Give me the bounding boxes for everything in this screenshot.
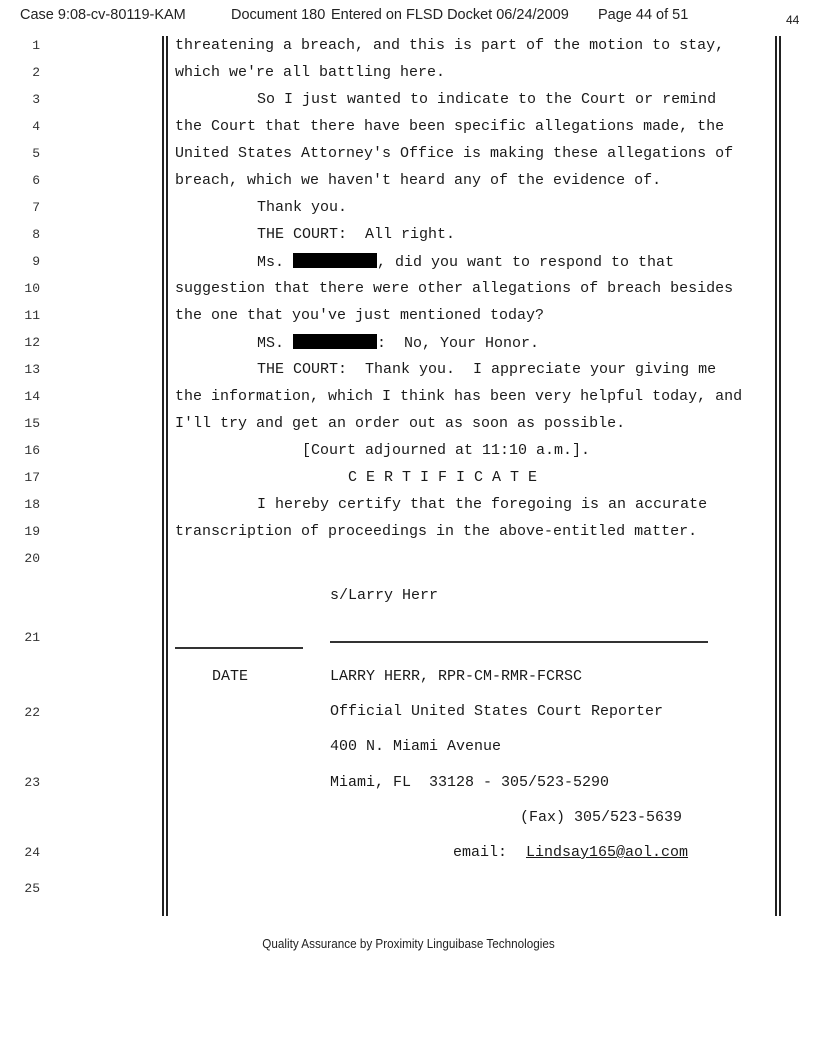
- line-number: 2: [32, 65, 40, 80]
- date-label: DATE: [212, 668, 249, 685]
- date-signature-line: [175, 647, 303, 649]
- page-number: 44: [786, 13, 800, 27]
- docket-entry: Entered on FLSD Docket 06/24/2009: [331, 7, 569, 23]
- line-number: 17: [24, 470, 40, 485]
- line-number: 16: [24, 443, 40, 458]
- right-margin-rule: [779, 36, 781, 916]
- transcript-line: [257, 253, 674, 271]
- line-number: 9: [32, 254, 40, 269]
- line-number: 20: [24, 551, 40, 566]
- speaker-prefix: Ms.: [257, 254, 294, 271]
- transcript-line: THE COURT: All right.: [257, 226, 456, 243]
- reporter-city-phone: Miami, FL 33128 - 305/523-5290: [330, 774, 610, 791]
- signature: s/Larry Herr: [330, 587, 439, 604]
- line-number: 1: [32, 38, 40, 53]
- reporter-address: 400 N. Miami Avenue: [330, 738, 502, 755]
- transcript-line: [257, 334, 539, 352]
- line-number: 11: [24, 308, 40, 323]
- transcript-line: [Court adjourned at 11:10 a.m.].: [302, 442, 591, 459]
- line-number: 22: [24, 705, 40, 720]
- transcript-line: which we're all battling here.: [175, 64, 446, 81]
- line-number: 21: [24, 630, 40, 645]
- transcript-line: breach, which we haven't heard any of the evidence of.: [175, 172, 662, 189]
- transcript-line: I hereby certify that the foregoing is an accurate: [257, 496, 708, 513]
- line-number: 13: [24, 362, 40, 377]
- left-margin-rule: [162, 36, 164, 916]
- line-number: 8: [32, 227, 40, 242]
- line-text: : No, Your Honor.: [377, 335, 540, 352]
- line-number: 25: [24, 881, 40, 896]
- line-number: 6: [32, 173, 40, 188]
- line-number: 4: [32, 119, 40, 134]
- redaction-box: [293, 334, 377, 349]
- transcript-line: THE COURT: Thank you. I appreciate your giving me: [257, 361, 717, 378]
- page-of: Page 44 of 51: [598, 7, 689, 23]
- email-label: email:: [453, 844, 508, 861]
- transcript-line: I'll try and get an order out as soon as possible.: [175, 415, 626, 432]
- certificate-heading: C E R T I F I C A T E: [348, 469, 538, 486]
- line-number: 15: [24, 416, 40, 431]
- footer-note: Quality Assurance by Proximity Linguibase Technologies: [262, 936, 555, 951]
- line-number: 19: [24, 524, 40, 539]
- line-number: 5: [32, 146, 40, 161]
- line-text: , did you want to respond to that: [377, 254, 675, 271]
- transcript-line: Thank you.: [257, 199, 348, 216]
- document-number: Document 180: [231, 7, 326, 23]
- left-margin-rule: [166, 36, 168, 916]
- line-number: 18: [24, 497, 40, 512]
- line-number: 23: [24, 775, 40, 790]
- transcript-line: transcription of proceedings in the above-entitled matter.: [175, 523, 698, 540]
- case-number: Case 9:08-cv-80119-KAM: [20, 7, 186, 23]
- reporter-signature-line: [330, 641, 708, 643]
- line-number: 12: [24, 335, 40, 350]
- line-number: 14: [24, 389, 40, 404]
- speaker-prefix: MS.: [257, 335, 294, 352]
- email-link[interactable]: Lindsay165@aol.com: [526, 844, 689, 861]
- reporter-title: Official United States Court Reporter: [330, 703, 664, 720]
- line-number: 24: [24, 845, 40, 860]
- transcript-line: suggestion that there were other allegations of breach besides: [175, 280, 734, 297]
- redaction-box: [293, 253, 377, 268]
- transcript-line: So I just wanted to indicate to the Court or remind: [257, 91, 717, 108]
- transcript-line: the information, which I think has been very helpful today, and: [175, 388, 743, 405]
- transcript-line: the one that you've just mentioned today?: [175, 307, 545, 324]
- transcript-line: United States Attorney's Office is making these allegations of: [175, 145, 734, 162]
- line-number: 7: [32, 200, 40, 215]
- right-margin-rule: [775, 36, 777, 916]
- transcript-line: the Court that there have been specific allegations made, the: [175, 118, 725, 135]
- line-number: 3: [32, 92, 40, 107]
- reporter-fax: (Fax) 305/523-5639: [520, 809, 683, 826]
- line-number: 10: [24, 281, 40, 296]
- transcript-line: threatening a breach, and this is part of the motion to stay,: [175, 37, 725, 54]
- reporter-name: LARRY HERR, RPR-CM-RMR-FCRSC: [330, 668, 583, 685]
